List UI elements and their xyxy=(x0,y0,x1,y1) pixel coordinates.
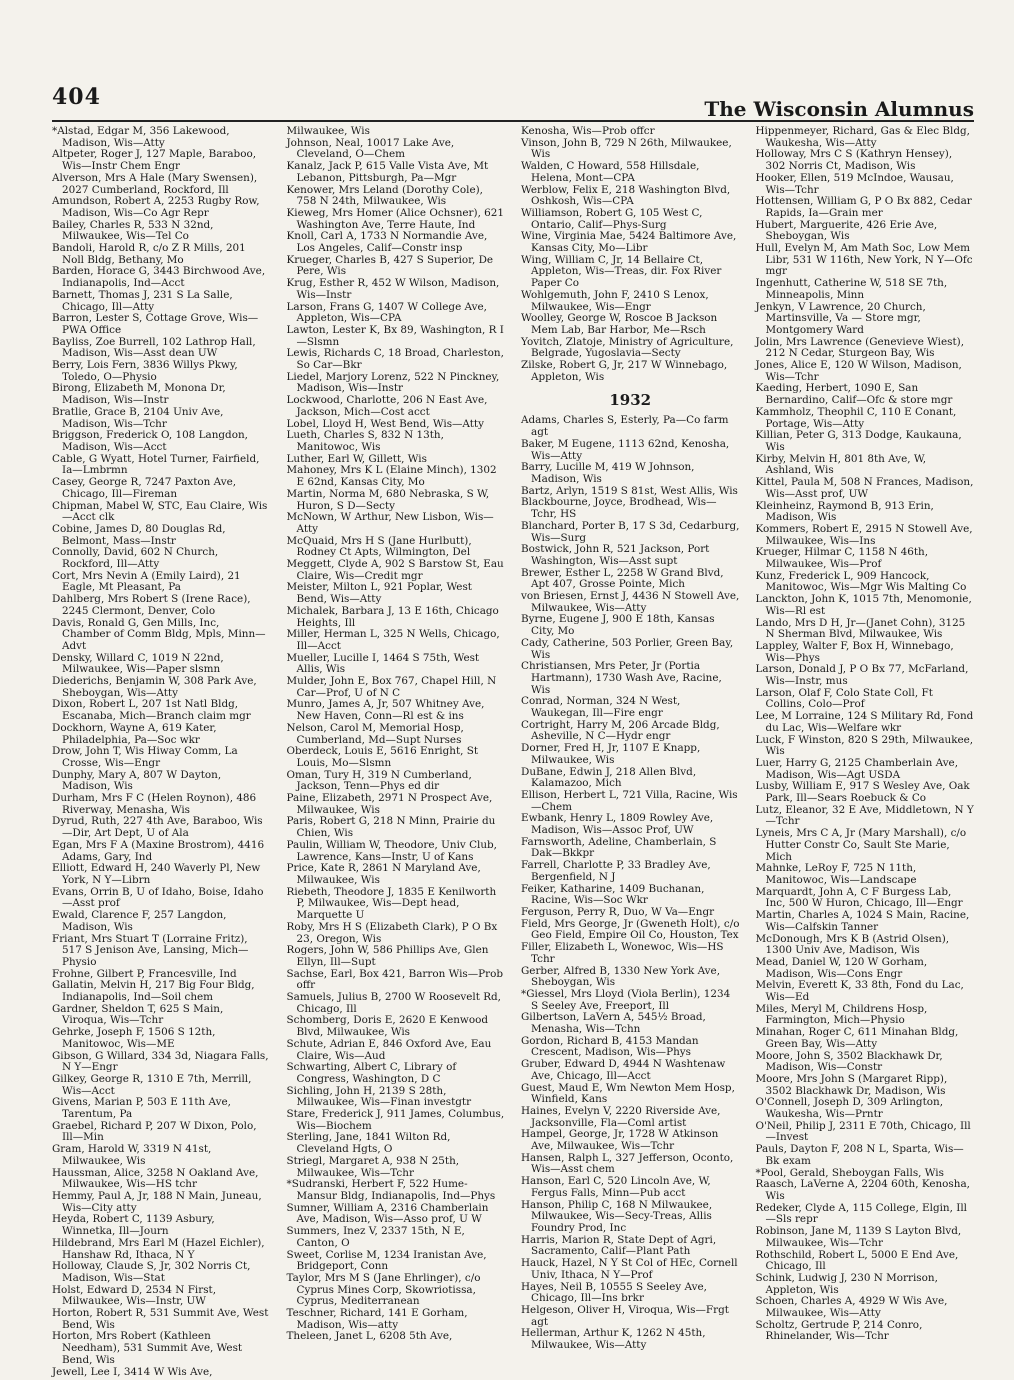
alumni-entry: Striegl, Margaret A, 938 N 25th, Milwaukee, Wis—Tchr xyxy=(286,1154,460,1179)
alumni-entry: Michalek, Barbara J, 13 E 16th, Chicago Heights, Ill xyxy=(286,604,499,629)
alumni-entry: Jolin, Mrs Lawrence (Genevieve Wiest), 212 N Cedar, Sturgeon Bay, Wis xyxy=(755,335,965,360)
alumni-entry: Sachse, Earl, Box 421, Barron Wis—Prob offr xyxy=(286,967,504,992)
running-head: The Wisconsin Alumnus xyxy=(704,97,974,121)
alumni-entry: Pauls, Dayton F, 208 N L, Sparta, Wis—Bk exam xyxy=(755,1143,964,1167)
alumni-entry: Schute, Adrian E, 846 Oxford Ave, Eau Claire, Wis—Aud xyxy=(286,1037,492,1062)
alumni-entry: Sterling, Jane, 1841 Wilton Rd, Cleveland Hgts, O xyxy=(286,1131,451,1156)
alumni-entry: Hanson, Philip C, 168 N Milwaukee, Milwaukee, Wis—Secy-Treas, Allis Foundry Prod, Inc xyxy=(521,1198,713,1234)
alumni-entry: Wing, William C, Jr, 14 Bellaire Ct, Appleton, Wis—Treas, dir. Fox River Paper Co xyxy=(521,253,722,290)
alumni-entry: Bartz, Arlyn, 1519 S 81st, West Allis, Wis xyxy=(521,484,738,497)
alumni-entry: Frohne, Gilbert P, Francesville, Ind xyxy=(52,967,237,980)
alumni-entry: Schomberg, Doris E, 2620 E Kenwood Blvd, Milwaukee, Wis xyxy=(286,1014,488,1039)
column-4 xyxy=(756,126,975,1378)
alumni-entry: Paine, Elizabeth, 2971 N Prospect Ave, Milwaukee, Wis xyxy=(286,792,493,816)
alumni-entry: Kanalz, Jack P, 615 Valle Vista Ave, Mt Lebanon, Pittsburgh, Pa—Mgr xyxy=(286,160,489,184)
alumni-entry: Drow, John T, Wis Hiway Comm, La Crosse, Wis—Engr xyxy=(52,745,238,769)
alumni-entry: Gallatin, Melvin H, 217 Big Four Bldg, Indianapolis, Ind—Soil chem xyxy=(52,979,255,1004)
alumni-entry: *Giessel, Mrs Lloyd (Viola Berlin), 1234 S Seeley Ave, Freeport, Ill xyxy=(521,987,731,1012)
alumni-entry: Martin, Norma M, 680 Nebraska, S W, Huron, S D—Secty xyxy=(286,487,490,512)
alumni-entry: Oman, Tury H, 319 N Cumberland, Jackson, Tenn—Phys ed dir xyxy=(286,768,472,793)
directory-columns xyxy=(52,125,974,1378)
alumni-entry: Schink, Ludwig J, 230 N Morrison, Appleton, Wis xyxy=(755,1271,938,1296)
alumni-entry: Rogers, John W, 586 Phillips Ave, Glen Ellyn, Ill—Supt xyxy=(286,944,489,968)
alumni-entry: Farrell, Charlotte P, 33 Bradley Ave, Bergenfield, N J xyxy=(521,859,711,883)
page-number: 404 xyxy=(52,84,101,110)
alumni-entry: Wohlgemuth, John F, 2410 S Lenox, Milwaukee, Wis—Engr xyxy=(521,288,709,313)
alumni-entry: Lobel, Lloyd H, West Bend, Wis—Atty xyxy=(286,417,484,430)
alumni-entry: Dunphy, Mary A, 807 W Dayton, Madison, Wis xyxy=(52,768,222,793)
alumni-entry: O'Neil, Philip J, 2311 E 70th, Chicago, Ill—Invest xyxy=(755,1119,971,1144)
alumni-entry: Hansen, Ralph L, 327 Jefferson, Oconto, Wis—Asst chem xyxy=(521,1151,734,1176)
alumni-entry: Yovitch, Zlatoje, Ministry of Agriculture, Belgrade, Yugoslavia—Secty xyxy=(521,335,734,360)
alumni-entry: Lusby, William E, 917 S Wesley Ave, Oak Park, Ill—Sears Roebuck & Co xyxy=(755,780,970,805)
alumni-entry: Barron, Lester S, Cottage Grove, Wis—PWA Office xyxy=(52,312,259,336)
alumni-entry: Blackbourne, Joyce, Brodhead, Wis—Tchr, HS xyxy=(521,496,717,521)
alumni-entry: Jenkyn, V Lawrence, 20 Church, Martinsville, Va — Store mgr, Montgomery Ward xyxy=(755,300,926,336)
alumni-entry: Givens, Marian P, 503 E 11th Ave, Tarentum, Pa xyxy=(52,1096,231,1121)
alumni-entry: Gilbertson, LaVern A, 545½ Broad, Menasha, Wis—Tchn xyxy=(521,1011,706,1036)
alumni-entry: Moore, John S, 3502 Blackhawk Dr, Madison, Wis—Constr xyxy=(755,1049,943,1074)
alumni-entry: Conrad, Norman, 324 N West, Waukegan, Ill—Fire engr xyxy=(521,695,681,720)
alumni-entry: Marquardt, John A, C F Burgess Lab, Inc, 500 W Huron, Chicago, Ill—Engr xyxy=(755,885,963,910)
alumni-entry: Lappley, Walter F, Box H, Winnebago, Wis—Phys xyxy=(755,639,954,664)
alumni-entry: Holloway, Claude S, Jr, 302 Norris Ct, Madison, Wis—Stat xyxy=(52,1260,251,1284)
alumni-entry: Moore, Mrs John S (Margaret Ripp), 3502 Blackhawk Dr, Madison, Wis xyxy=(755,1072,948,1097)
alumni-entry: Ewald, Clarence F, 257 Langdon, Madison, Wis xyxy=(52,909,227,933)
alumni-entry: Barden, Horace G, 3443 Birchwood Ave, Indianapolis, Ind—Acct xyxy=(52,265,266,290)
alumni-entry: Lyneis, Mrs C A, Jr (Mary Marshall), c/o Hutter Constr Co, Sault Ste Marie, Mich xyxy=(755,827,967,863)
alumni-entry: Lutz, Eleanor, 32 E Ave, Middletown, N Y—Tchr xyxy=(755,803,974,828)
alumni-entry: Cort, Mrs Nevin A (Emily Laird), 21 Eagle, Mt Pleasant, Pa xyxy=(52,569,241,594)
alumni-entry: Durham, Mrs F C (Helen Roynon), 486 Riverway, Menasha, Wis xyxy=(52,792,257,816)
alumni-entry: Sweet, Corlise M, 1234 Iranistan Ave, Bridgeport, Conn xyxy=(286,1248,487,1273)
alumni-entry: Hippenmeyer, Richard, Gas & Elec Bldg, Waukesha, Wis—Atty xyxy=(755,125,970,149)
alumni-entry: Lawton, Lester K, Bx 89, Washington, R I—Slsmn xyxy=(286,323,504,348)
alumni-entry: Helgeson, Oliver H, Viroqua, Wis—Frgt agt xyxy=(521,1303,729,1328)
alumni-entry: Larson, Olaf F, Colo State Coll, Ft Collins, Colo—Prof xyxy=(755,686,933,711)
alumni-entry: Martin, Charles A, 1024 S Main, Racine, Wis—Calfskin Tanner xyxy=(755,909,970,933)
alumni-entry: Kittel, Paula M, 508 N Frances, Madison, Wis—Asst prof, UW xyxy=(755,476,974,500)
alumni-entry: Connolly, David, 602 N Church, Rockford, Ill—Atty xyxy=(52,546,219,571)
alumni-entry: Lueth, Charles S, 832 N 13th, Manitowoc, Wis xyxy=(286,429,444,453)
alumni-entry: Mahoney, Mrs K L (Elaine Minch), 1302 E 62nd, Kansas City, Mo xyxy=(286,464,497,489)
alumni-entry: Haines, Evelyn V, 2220 Riverside Ave, Jacksonville, Fla—Coml artist xyxy=(521,1104,721,1129)
alumni-entry: Holst, Edward D, 2534 N First, Milwaukee, Wis—Instr, UW xyxy=(52,1283,217,1308)
alumni-entry: Mulder, John E, Box 767, Chapel Hill, N Car—Prof, U of N C xyxy=(286,675,497,699)
alumni-entry: Miles, Meryl M, Childrens Hosp, Farmington, Mich—Physio xyxy=(755,1002,928,1027)
alumni-entry: Ellison, Herbert L, 721 Villa, Racine, Wis—Chem xyxy=(521,788,738,813)
alumni-entry: Egan, Mrs F A (Maxine Brostrom), 4416 Adams, Gary, Ind xyxy=(52,838,265,863)
alumni-entry: von Briesen, Ernst J, 4436 N Stowell Ave, Milwaukee, Wis—Atty xyxy=(521,590,740,614)
alumni-entry: Bratlie, Grace B, 2104 Univ Ave, Madison, Wis—Tchr xyxy=(52,405,224,430)
alumni-entry: Sichling, John H, 2139 S 28th, Milwaukee, Wis—Finan investgtr xyxy=(286,1084,472,1109)
alumni-entry: Raasch, LaVerne A, 2204 60th, Kenosha, Wis xyxy=(755,1178,970,1202)
alumni-entry: Hubert, Marguerite, 426 Erie Ave, Sheboygan, Wis xyxy=(755,218,938,243)
alumni-entry: Kirby, Melvin H, 801 8th Ave, W, Ashland, Wis xyxy=(755,452,927,477)
alumni-entry: Williamson, Robert G, 105 West C, Ontario, Calif—Phys-Surg xyxy=(521,206,703,231)
alumni-entry: Field, Mrs George, Jr (Gweneth Holt), c/o Geo Field, Empire Oil Co, Houston, Tex xyxy=(521,917,740,942)
alumni-entry: Scholtz, Gertrude P, 214 Conro, Rhinelander, Wis—Tchr xyxy=(755,1318,923,1343)
alumni-entry: Brewer, Esther L, 2258 W Grand Blvd, Apt 407, Grosse Pointe, Mich xyxy=(521,566,724,591)
alumni-entry: Densky, Willard C, 1019 N 22nd, Milwaukee, Wis—Paper slsmn xyxy=(52,651,224,676)
alumni-entry: McNown, W Arthur, New Lisbon, Wis—Atty xyxy=(286,511,494,535)
alumni-entry: Luck, F Winston, 820 S 29th, Milwaukee, Wis xyxy=(755,733,974,758)
alumni-entry: Munro, James A, Jr, 507 Whitney Ave, New Haven, Conn—Rl est & ins xyxy=(286,698,485,723)
alumni-entry: Redeker, Clyde A, 115 College, Elgin, Ill—Sls repr xyxy=(755,1201,967,1226)
alumni-entry: Briggson, Frederick O, 108 Langdon, Madison, Wis—Acct xyxy=(52,429,248,453)
alumni-entry: Christiansen, Mrs Peter, Jr (Portia Hartmann), 1730 Wash Ave, Racine, Wis xyxy=(521,660,722,696)
alumni-entry: Lockwood, Charlotte, 206 N East Ave, Jackson, Mich—Cost acct xyxy=(286,394,488,418)
alumni-entry: Hottensen, William G, P O Bx 882, Cedar Rapids, Ia—Grain mer xyxy=(755,195,972,219)
alumni-entry: Krueger, Charles B, 427 S Superior, De Pere, Wis xyxy=(286,253,494,278)
alumni-entry: Amundson, Robert A, 2253 Rugby Row, Madison, Wis—Co Agr Repr xyxy=(52,195,260,219)
alumni-entry: Robinson, Jane M, 1139 S Layton Blvd, Milwaukee, Wis—Tchr xyxy=(755,1225,962,1249)
alumni-entry: Farnsworth, Adeline, Chamberlain, S Dak—Bkkpr xyxy=(521,835,717,860)
alumni-entry: Gordon, Richard B, 4153 Mandan Crescent, Madison, Wis—Phys xyxy=(521,1034,699,1059)
alumni-entry: Lee, M Lorraine, 124 S Military Rd, Fond du Lac, Wis—Welfare wkr xyxy=(755,710,974,734)
alumni-entry: Gilkey, George R, 1310 E 7th, Merrill, Wis—Acct xyxy=(52,1072,252,1097)
alumni-entry: O'Connell, Joseph D, 309 Arlington, Waukesha, Wis—Prntr xyxy=(755,1096,944,1121)
alumni-entry: Hooker, Ellen, 519 McIndoe, Wausau, Wis—Tchr xyxy=(755,171,954,196)
alumni-entry: Zilske, Robert G, Jr, 217 W Winnebago, Appleton, Wis xyxy=(521,359,728,383)
alumni-entry: McDonough, Mrs K B (Astrid Olsen), 1300 Univ Ave, Madison, Wis xyxy=(755,932,950,957)
column-3 xyxy=(521,126,740,1378)
alumni-entry: Sumner, William A, 2316 Chamberlain Ave, Madison, Wis—Asso prof, U W xyxy=(286,1201,489,1226)
alumni-entry: Riebeth, Theodore J, 1835 E Kenilworth P, Milwaukee, Wis—Dept head, Marquette U xyxy=(286,885,497,922)
alumni-entry: Lewis, Richards C, 18 Broad, Charleston, So Car—Bkr xyxy=(286,347,504,372)
alumni-entry: Bayliss, Zoe Burrell, 102 Lathrop Hall, Madison, Wis—Asst dean UW xyxy=(52,335,256,360)
alumni-entry: Friant, Mrs Stuart T (Lorraine Fritz), 517 S Jenison Ave, Lansing, Mich—Physio xyxy=(52,932,249,968)
alumni-entry: Horton, Robert R, 531 Summit Ave, West Bend, Wis xyxy=(52,1307,269,1331)
alumni-entry: Killian, Peter G, 313 Dodge, Kaukauna, Wis xyxy=(755,429,962,453)
alumni-entry: Meister, Milton L, 921 Poplar, West Bend, Wis—Atty xyxy=(286,581,472,606)
alumni-entry: *Pool, Gerald, Sheboygan Falls, Wis xyxy=(755,1166,944,1179)
alumni-entry: Paris, Robert G, 218 N Minn, Prairie du Chien, Wis xyxy=(286,815,496,840)
alumni-entry: Kenower, Mrs Leland (Dorothy Cole), 758 N 24th, Milwaukee, Wis xyxy=(286,183,483,208)
alumni-entry: Nelson, Carol M, Memorial Hosp, Cumberland, Md—Supt Nurses xyxy=(286,721,464,746)
alumni-entry: Kommers, Robert E, 2915 N Stowell Ave, Milwaukee, Wis—Ins xyxy=(755,522,973,547)
alumni-entry: Dixon, Robert L, 207 1st Natl Bldg, Escanaba, Mich—Branch claim mgr xyxy=(52,698,251,723)
alumni-entry: Mahnke, LeRoy F, 725 N 11th, Manitowoc, Wis—Landscape xyxy=(755,862,917,886)
alumni-entry: Filler, Elizabeth L, Wonewoc, Wis—HS Tchr xyxy=(521,941,724,965)
column-2 xyxy=(287,126,506,1378)
alumni-entry: Meggett, Clyde A, 902 S Barstow St, Eau Claire, Wis—Credit mgr xyxy=(286,558,504,582)
alumni-entry: Mead, Daniel W, 120 W Gorham, Madison, Wis—Cons Engr xyxy=(755,955,928,980)
alumni-entry: Dockhorn, Wayne A, 619 Kater, Philadelphia, Pa—Soc wkr xyxy=(52,721,217,746)
alumni-entry: Summers, Inez V, 2337 15th, N E, Canton, O xyxy=(286,1225,465,1249)
alumni-entry: Price, Kate R, 2861 N Maryland Ave, Milwaukee, Wis xyxy=(286,862,481,886)
alumni-entry: Diederichs, Benjamin W, 308 Park Ave, Sheboygan, Wis—Atty xyxy=(52,675,257,699)
alumni-entry: Liedel, Marjory Lorenz, 522 N Pinckney, Madison, Wis—Instr xyxy=(286,370,500,395)
alumni-entry: Hildebrand, Mrs Earl M (Hazel Eichler), Hanshaw Rd, Ithaca, N Y xyxy=(52,1236,265,1261)
alumni-entry: Kaeding, Herbert, 1090 E, San Bernardino, Calif—Ofc & store mgr xyxy=(755,382,953,407)
alumni-entry: Casey, George R, 7247 Paxton Ave, Chicago, Ill—Fireman xyxy=(52,476,237,500)
alumni-entry: Krug, Esther R, 452 W Wilson, Madison, Wis—Instr xyxy=(286,277,500,301)
alumni-entry: Kleinheinz, Raymond B, 913 Erin, Madison, Wis xyxy=(755,499,934,524)
alumni-entry: Heyda, Robert C, 1139 Asbury, Winnetka, Ill—Journ xyxy=(52,1213,215,1238)
alumni-entry: Schoen, Charles A, 4929 W Wis Ave, Milwaukee, Wis—Atty xyxy=(755,1295,948,1320)
alumni-entry: Teschner, Richard, 141 E Gorham, Madison, Wis—atty xyxy=(286,1307,468,1331)
alumni-entry: Werblow, Felix E, 218 Washington Blvd, Oshkosh, Wis—CPA xyxy=(521,183,731,208)
alumni-entry: Lando, Mrs D H, Jr—(Janet Cohn), 3125 N Sherman Blvd, Milwaukee, Wis xyxy=(755,616,966,641)
alumni-entry: DuBane, Edwin J, 218 Allen Blvd, Kalamazoo, Mich xyxy=(521,765,697,790)
alumni-entry: Evans, Orrin B, U of Idaho, Boise, Idaho—Asst prof xyxy=(52,885,264,910)
alumni-entry: Baker, M Eugene, 1113 62nd, Kenosha, Wis—Atty xyxy=(521,437,730,462)
alumni-entry: *Sudranski, Herbert F, 522 Hume-Mansur Bldg, Indianapolis, Ind—Phys xyxy=(286,1178,496,1202)
alumni-entry: Cobine, James D, 80 Douglas Rd, Belmont, Mass—Instr xyxy=(52,522,226,547)
alumni-entry: Dorner, Fred H, Jr, 1107 E Knapp, Milwaukee, Wis xyxy=(521,742,701,766)
alumni-entry: Kunz, Frederick L, 909 Hancock, Manitowoc, Wis—Mgr Wis Malting Co xyxy=(755,569,967,594)
alumni-entry: Dahlberg, Mrs Robert S (Irene Race), 2245 Clermont, Denver, Colo xyxy=(52,593,251,617)
alumni-entry: Minahan, Roger C, 611 Minahan Bldg, Green Bay, Wis—Atty xyxy=(755,1026,959,1050)
alumni-entry: Krueger, Hilmar C, 1158 N 46th, Milwaukee, Wis—Prof xyxy=(755,546,929,571)
alumni-entry: Melvin, Everett K, 33 8th, Fond du Lac, Wis—Ed xyxy=(755,979,964,1004)
alumni-entry: Horton, Mrs Robert (Kathleen Needham), 531 Summit Ave, West Bend, Wis xyxy=(52,1330,243,1366)
alumni-entry: Dyrud, Ruth, 227 4th Ave, Baraboo, Wis—Dir, Art Dept, U of Ala xyxy=(52,815,263,840)
alumni-entry: Hampel, George, Jr, 1728 W Atkinson Ave, Milwaukee, Wis—Tchr xyxy=(521,1128,719,1153)
alumni-entry: Holloway, Mrs C S (Kathryn Hensey), 302 Norris Ct, Madison, Wis xyxy=(755,148,953,173)
header-rule xyxy=(52,120,974,122)
alumni-entry: Cable, G Wyatt, Hotel Turner, Fairfield, Ia—Lmbrmn xyxy=(52,452,260,477)
alumni-entry: Hemmy, Paul A, Jr, 188 N Main, Juneau, Wis—City atty xyxy=(52,1189,262,1214)
alumni-entry: Blanchard, Porter B, 17 S 3d, Cedarburg, Wis—Surg xyxy=(521,519,740,544)
alumni-entry: Haussman, Alice, 3258 N Oakland Ave, Milwaukee, Wis—HS tchr xyxy=(52,1166,259,1191)
class-year-heading: 1932 xyxy=(609,391,652,410)
alumni-entry: Miller, Herman L, 325 N Wells, Chicago, Ill—Acct xyxy=(286,628,500,652)
alumni-entry: Larson, Frans G, 1407 W College Ave, Appleton, Wis—CPA xyxy=(286,300,487,325)
alumni-entry: Gerber, Alfred B, 1330 New York Ave, Sheboygan, Wis xyxy=(521,964,720,989)
alumni-entry: Guest, Maud E, Wm Newton Mem Hosp, Winfield, Kans xyxy=(521,1081,735,1106)
alumni-entry: Berry, Lois Fern, 3836 Willys Pkwy, Toledo, O—Physio xyxy=(52,359,238,383)
alumni-entry: Hull, Evelyn M, Am Math Soc, Low Mem Libr, 531 W 116th, New York, N Y—Ofc mgr xyxy=(755,242,973,278)
alumni-entry: Altpeter, Roger J, 127 Maple, Baraboo, Wis—Instr Chem Engr xyxy=(52,148,257,173)
alumni-entry: Gehrke, Joseph F, 1506 S 12th, Manitowoc, Wis—ME xyxy=(52,1026,216,1050)
alumni-entry: Ewbank, Henry L, 1809 Rowley Ave, Madison, Wis—Assoc Prof, UW xyxy=(521,812,714,837)
alumni-entry: Cortright, Harry M, 206 Arcade Bldg, Asheville, N C—Hydr engr xyxy=(521,718,720,743)
alumni-entry: Walden, C Howard, 558 Hillsdale, Helena, Mont—CPA xyxy=(521,160,700,184)
alumni-entry: Wine, Virginia Mae, 5424 Baltimore Ave, Kansas City, Mo—Libr xyxy=(521,230,737,255)
alumni-entry: Luer, Harry G, 2125 Chamberlain Ave, Madison, Wis—Agt USDA xyxy=(755,756,959,781)
alumni-entry: Graebel, Richard P, 207 W Dixon, Polo, Ill—Min xyxy=(52,1119,257,1144)
alumni-entry: Bandoli, Harold R, c/o Z R Mills, 201 Noll Bldg, Bethany, Mo xyxy=(52,242,246,266)
alumni-entry: Birong, Elizabeth M, Monona Dr, Madison, Wis—Instr xyxy=(52,382,226,407)
alumni-entry: Alverson, Mrs A Hale (Mary Swensen), 2027 Cumberland, Rockford, Ill xyxy=(52,171,258,196)
alumni-entry: Jewell, Lee I, 3414 W Wis Ave, xyxy=(52,1365,213,1378)
alumni-entry: Samuels, Julius B, 2700 W Roosevelt Rd, Chicago, Ill xyxy=(286,991,501,1015)
alumni-entry: Ferguson, Perry R, Duo, W Va—Engr xyxy=(521,906,715,918)
alumni-entry: Taylor, Mrs M S (Jane Ehrlinger), c/o Cyprus Mines Corp, Skowriotissa, Cyprus, Mediterranean xyxy=(286,1271,481,1308)
alumni-entry: Theleen, Janet L, 6208 5th Ave, xyxy=(286,1330,453,1343)
alumni-entry: Bostwick, John R, 521 Jackson, Port Washington, Wis—Asst supt xyxy=(521,543,710,567)
alumni-entry: Kenosha, Wis—Prob offcr xyxy=(521,125,655,137)
alumni-entry: Ingenhutt, Catherine W, 518 SE 7th, Minneapolis, Minn xyxy=(755,277,948,301)
alumni-entry: Roby, Mrs H S (Elizabeth Clark), P O Bx 23, Oregon, Wis xyxy=(286,920,498,945)
alumni-entry: Paulin, William W, Theodore, Univ Club, Lawrence, Kans—Instr, U of Kans xyxy=(286,838,497,863)
alumni-entry: Hauck, Hazel, N Y St Col of HEc, Cornell Univ, Ithaca, N Y—Prof xyxy=(521,1257,738,1281)
alumni-entry: *Alstad, Edgar M, 356 Lakewood, Madison, Wis—Atty xyxy=(52,125,230,149)
alumni-entry: Gram, Harold W, 3319 N 41st, Milwaukee, Wis xyxy=(52,1143,212,1167)
alumni-entry: Jones, Alice E, 120 W Wilson, Madison, Wis—Tchr xyxy=(755,359,962,383)
alumni-entry: Harris, Marion R, State Dept of Agri, Sacramento, Calif—Plant Path xyxy=(521,1233,717,1258)
alumni-entry: Milwaukee, Wis xyxy=(286,125,370,137)
alumni-entry: Luther, Earl W, Gillett, Wis xyxy=(286,452,427,465)
alumni-entry: McQuaid, Mrs H S (Jane Hurlbutt), Rodney Ct Apts, Wilmington, Del xyxy=(286,534,472,559)
alumni-entry: Barry, Lucille M, 419 W Johnson, Madison, Wis xyxy=(521,461,695,485)
alumni-entry: Barnett, Thomas J, 231 S La Salle, Chicago, Ill—Atty xyxy=(52,288,233,313)
alumni-entry: Johnson, Neal, 10017 Lake Ave, Cleveland, O—Chem xyxy=(286,136,455,161)
alumni-entry: Rothschild, Robert L, 5000 E End Ave, Chicago, Ill xyxy=(755,1248,959,1273)
column-1 xyxy=(52,126,271,1378)
alumni-entry: Elliott, Edward H, 240 Waverly Pl, New York, N Y—Librn xyxy=(52,862,261,886)
alumni-entry: Knoll, Carl A, 1733 N Normandie Ave, Los Angeles, Calif—Constr insp xyxy=(286,230,488,255)
alumni-entry: Gruber, Edward D, 4944 N Washtenaw Ave, Chicago, Ill—Acct xyxy=(521,1058,726,1082)
alumni-entry: Gardner, Sheldon T, 625 S Main, Viroqua, Wis—Tchr xyxy=(52,1002,224,1027)
alumni-entry: Schwarting, Albert C, Library of Congress, Washington, D C xyxy=(286,1061,457,1085)
alumni-entry: Kieweg, Mrs Homer (Alice Ochsner), 621 Washington Ave, Terre Haute, Ind xyxy=(286,206,505,231)
alumni-entry: Cady, Catherine, 503 Porlier, Green Bay, Wis xyxy=(521,636,734,661)
alumni-entry: Lanckton, John K, 1015 7th, Menomonie, Wis—Rl est xyxy=(755,593,972,617)
alumni-entry: Hanson, Earl C, 520 Lincoln Ave, W, Fergus Falls, Minn—Pub acct xyxy=(521,1175,711,1199)
alumni-entry: Byrne, Eugene J, 900 E 18th, Kansas City, Mo xyxy=(521,613,715,638)
alumni-entry: Vinson, John B, 729 N 26th, Milwaukee, Wis xyxy=(521,136,732,161)
alumni-entry: Kammholz, Theophil C, 110 E Conant, Portage, Wis—Atty xyxy=(755,405,957,430)
alumni-entry: Chipman, Mabel W, STC, Eau Claire, Wis—Acct clk xyxy=(52,499,268,524)
alumni-entry: Davis, Ronald G, Gen Mills, Inc, Chamber of Comm Bldg, Mpls, Minn—Advt xyxy=(52,616,266,652)
alumni-entry: Mueller, Lucille I, 1464 S 75th, West Allis, Wis xyxy=(286,651,480,676)
alumni-entry: Hayes, Neil B, 10555 S Seeley Ave, Chicago, Ill—Ins brkr xyxy=(521,1280,707,1305)
alumni-entry: Feiker, Katharine, 1409 Buchanan, Racine, Wis—Soc Wkr xyxy=(521,882,705,907)
alumni-entry: Gibson, G Willard, 334 3d, Niagara Falls, N Y—Engr xyxy=(52,1049,269,1074)
alumni-entry: Oberdeck, Louis E, 5616 Enright, St Louis, Mo—Slsmn xyxy=(286,745,479,769)
alumni-entry: Larson, Donald J, P O Bx 77, McFarland, Wis—Instr, mus xyxy=(755,663,969,688)
alumni-entry: Woolley, George W, Roscoe B Jackson Mem Lab, Bar Harbor, Me—Rsch xyxy=(521,312,718,336)
alumni-entry: Stare, Frederick J, 911 James, Columbus, Wis—Biochem xyxy=(286,1108,505,1132)
alumni-entry: Bailey, Charles R, 533 N 32nd, Milwaukee, Wis—Tel Co xyxy=(52,218,214,243)
alumni-entry: Hellerman, Arthur K, 1262 N 45th, Milwaukee, Wis—Atty xyxy=(521,1327,706,1352)
alumni-entry: Adams, Charles S, Esterly, Pa—Co farm agt xyxy=(521,414,729,439)
